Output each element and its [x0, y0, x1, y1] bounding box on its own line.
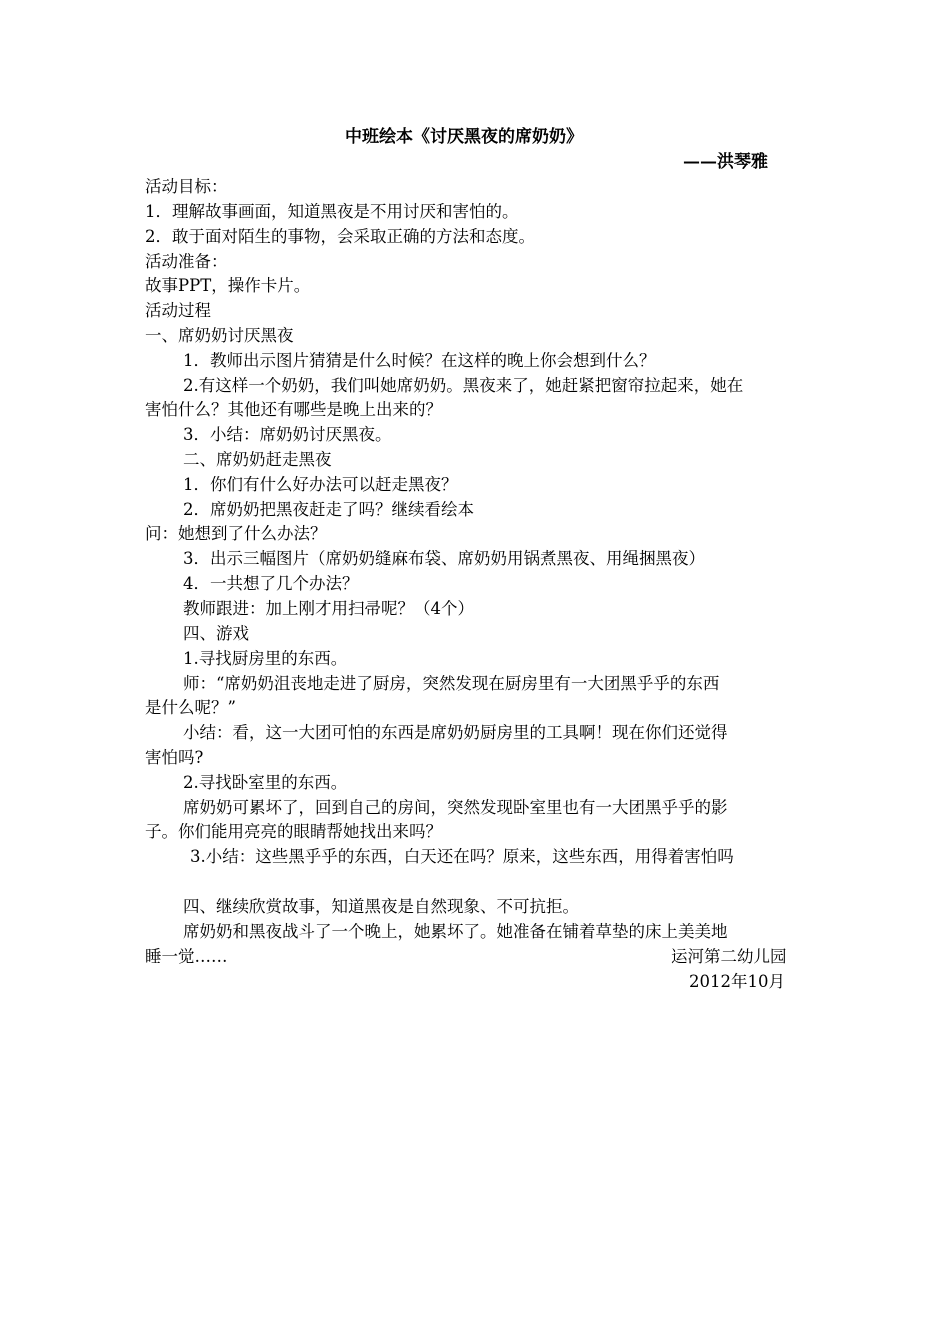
section-heading-goals: 活动目标： [145, 177, 228, 196]
game-step-continued: 害怕吗? [145, 748, 204, 767]
process-part-1-heading: 一、席奶奶讨厌黑夜 [145, 326, 294, 345]
section-heading-process: 活动过程 [145, 301, 211, 320]
process-step: 1．你们有什么好办法可以赶走黑夜？ [183, 475, 458, 494]
preparation-text: 故事PPT，操作卡片。 [145, 276, 311, 295]
story-text: 席奶奶和黑夜战斗了一个晚上，她累坏了。她准备在铺着草垫的床上美美地 [183, 922, 728, 941]
process-step-continued: 害怕什么？其他还有哪些是晚上出来的？ [145, 400, 442, 419]
process-part-4-heading: 四、游戏 [183, 624, 249, 643]
game-step-continued: 是什么呢？” [145, 698, 236, 717]
process-part-2-heading: 二、席奶奶赶走黑夜 [183, 450, 332, 469]
game-step: 小结：看，这一大团可怕的东西是席奶奶厨房里的工具啊！现在你们还觉得 [183, 723, 728, 742]
game-step: 席奶奶可累坏了，回到自己的房间，突然发现卧室里也有一大团黑乎乎的影 [183, 798, 728, 817]
process-step: 3．小结：席奶奶讨厌黑夜。 [183, 425, 392, 444]
process-step: 4．一共想了几个办法？ [183, 574, 359, 593]
game-step: 2.寻找卧室里的东西。 [183, 773, 348, 792]
game-step: 1.寻找厨房里的东西。 [183, 649, 348, 668]
process-step: 2．席奶奶把黑夜赶走了吗？继续看绘本 [183, 500, 474, 519]
process-step: 教师跟进：加上刚才用扫帚呢？（4个） [183, 599, 474, 618]
process-step: 3．出示三幅图片（席奶奶缝麻布袋、席奶奶用锅煮黑夜、用绳捆黑夜） [183, 549, 705, 568]
section-heading-preparation: 活动准备： [145, 252, 228, 271]
document-title: 中班绘本《讨厌黑夜的席奶奶》 [345, 127, 583, 147]
game-step: 师：“席奶奶沮丧地走进了厨房，突然发现在厨房里有一大团黑乎乎的东西 [183, 674, 720, 693]
school-name: 运河第二幼儿园 [671, 947, 787, 966]
process-part-5-heading: 四、继续欣赏故事，知道黑夜是自然现象、不可抗拒。 [183, 897, 579, 916]
game-step: 3.小结：这些黑乎乎的东西，白天还在吗？原来，这些东西，用得着害怕吗 [190, 847, 734, 866]
goal-item-2: 2．敢于面对陌生的事物，会采取正确的方法和态度。 [145, 227, 535, 246]
story-text-continued: 睡一觉…… [145, 947, 228, 966]
goal-item-1: 1．理解故事画面，知道黑夜是不用讨厌和害怕的。 [145, 202, 519, 221]
document-author: ——洪琴雅 [683, 152, 768, 172]
process-step: 2.有这样一个奶奶，我们叫她席奶奶。黑夜来了，她赶紧把窗帘拉起来，她在 [183, 376, 744, 395]
game-step-continued: 子。你们能用亮亮的眼睛帮她找出来吗？ [145, 822, 442, 841]
process-step: 1．教师出示图片猜猜是什么时候？在这样的晚上你会想到什么？ [183, 351, 656, 370]
process-step-continued: 问：她想到了什么办法？ [145, 524, 327, 543]
document-date: 2012年10月 [689, 972, 785, 991]
